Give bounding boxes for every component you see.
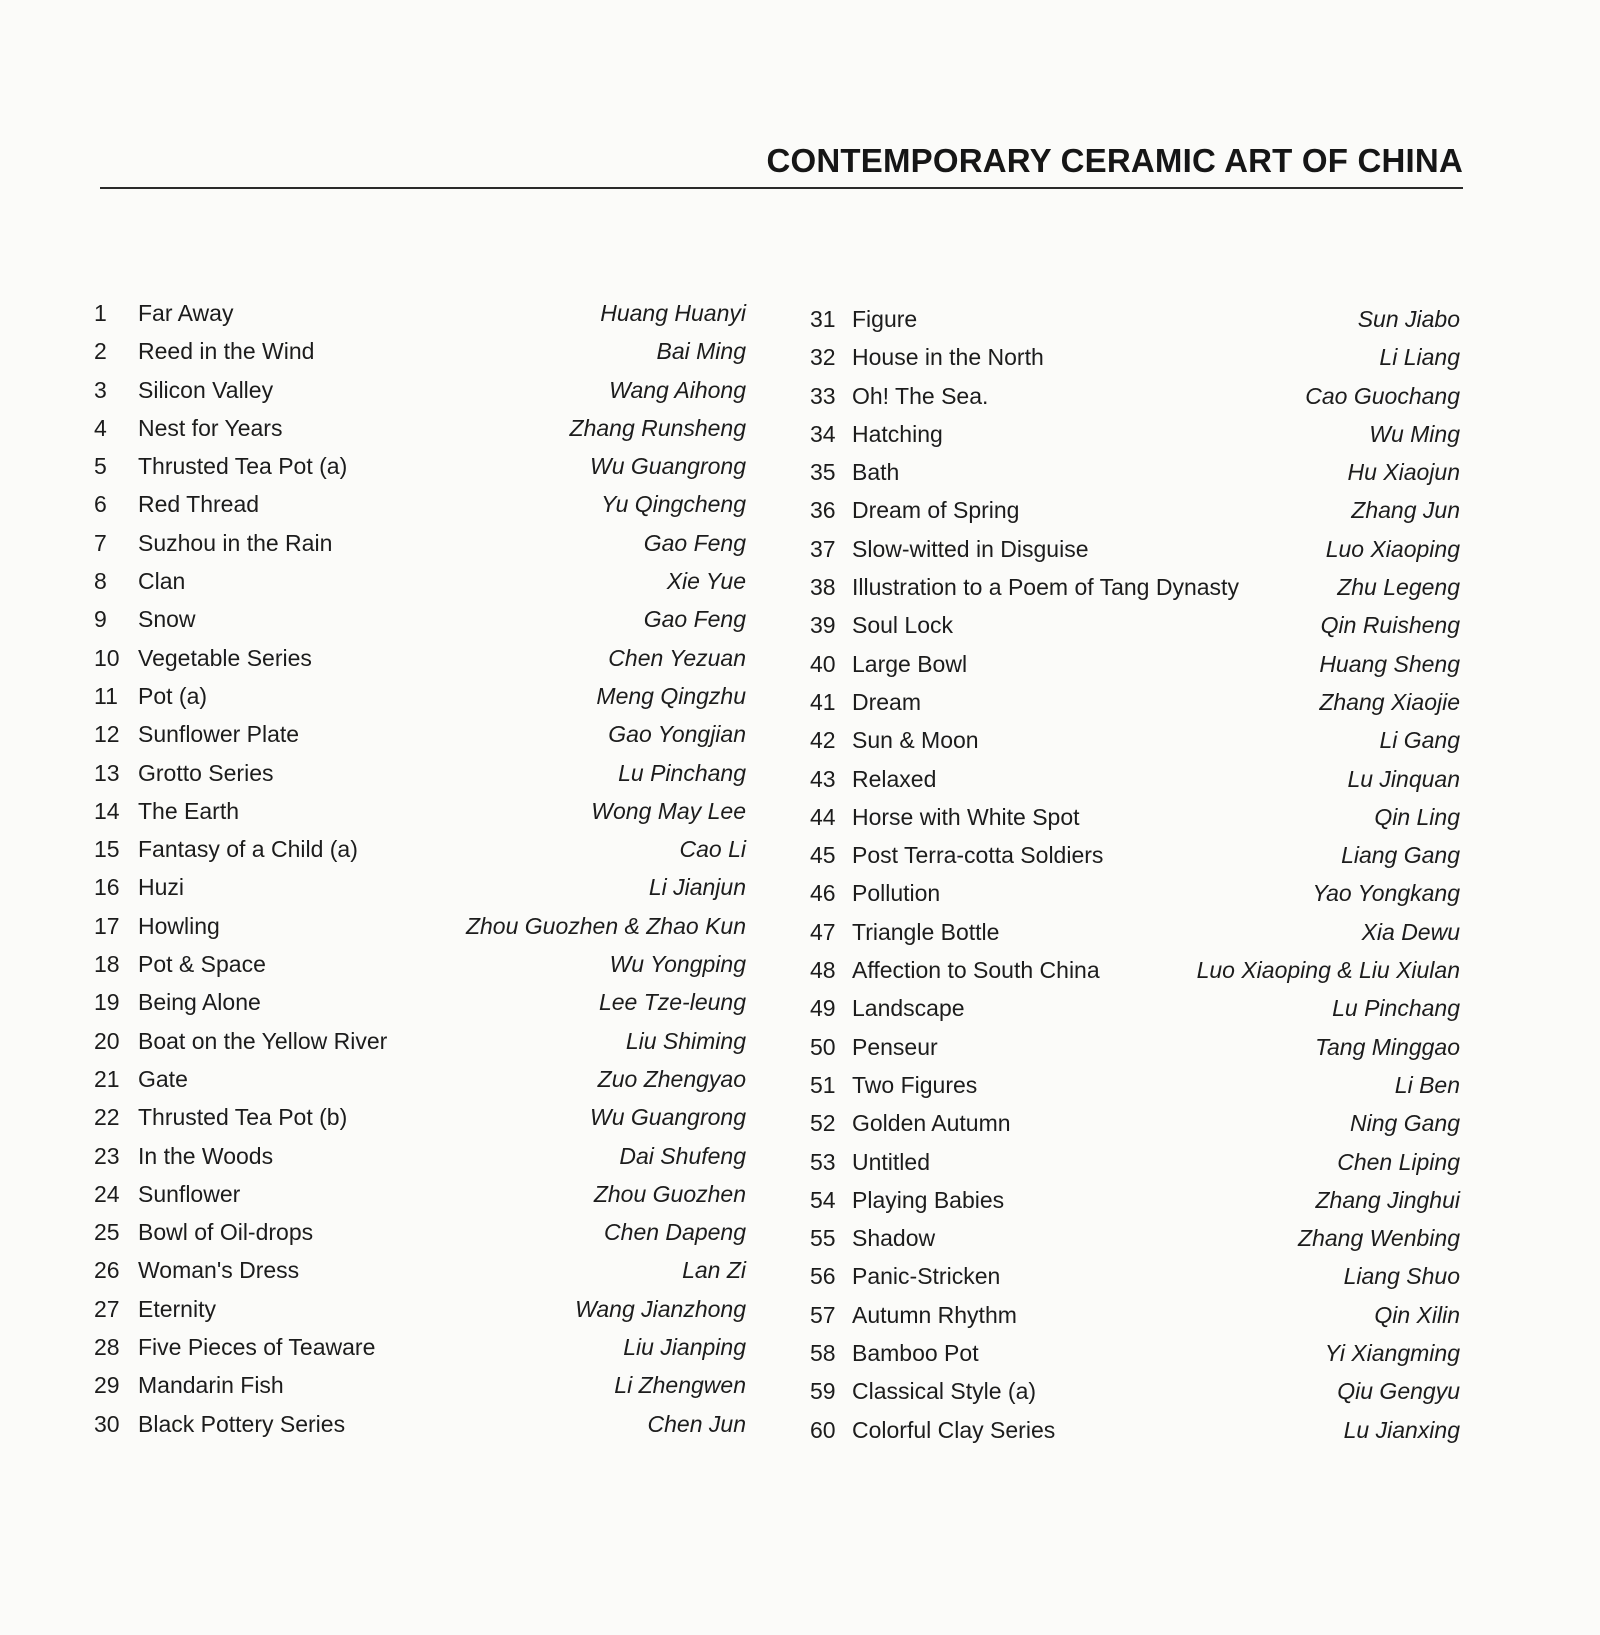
entry-artist: Dai Shufeng [619, 1142, 746, 1169]
list-item [94, 983, 746, 1021]
entry-artist: Gao Yongjian [608, 721, 746, 748]
entry-title: Oh! The Sea. [852, 382, 989, 409]
entry-title: Silicon Valley [138, 376, 274, 403]
entry-title: Autumn Rhythm [852, 1301, 1017, 1328]
entry-number: 56 [810, 1263, 836, 1290]
entry-number: 44 [810, 803, 836, 830]
entry-number: 48 [810, 957, 836, 984]
entry-title: Bamboo Pot [852, 1340, 979, 1367]
entry-number: 31 [810, 306, 836, 332]
entry-artist: Wu Guangrong [590, 1104, 746, 1131]
entry-number: 7 [94, 529, 107, 556]
list-item [94, 294, 746, 332]
list-item [94, 524, 746, 562]
entry-artist: Tang Minggao [1315, 1033, 1460, 1060]
entry-number: 27 [94, 1295, 120, 1322]
list-item [94, 485, 746, 523]
list-item [810, 683, 1460, 721]
entry-title: Reed in the Wind [138, 338, 315, 365]
entry-title: Dream of Spring [852, 497, 1020, 524]
entry-title: Shadow [852, 1225, 936, 1252]
entry-title: Mandarin Fish [138, 1372, 284, 1399]
list-item [94, 1060, 746, 1098]
list-item [94, 945, 746, 983]
list-item [94, 1366, 746, 1404]
entry-artist: Huang Huanyi [600, 300, 746, 326]
title-rule [100, 187, 1463, 189]
entry-number: 26 [94, 1257, 120, 1284]
entry-number: 55 [810, 1225, 836, 1252]
entry-title: Triangle Bottle [852, 918, 1000, 945]
entry-number: 51 [810, 1071, 836, 1098]
list-item [810, 377, 1460, 415]
entry-number: 35 [810, 459, 836, 486]
list-item [810, 721, 1460, 759]
entry-title: Bowl of Oil-drops [138, 1219, 314, 1246]
list-item [810, 645, 1460, 683]
list-item [94, 677, 746, 715]
entry-number: 45 [810, 842, 836, 869]
list-item [94, 1290, 746, 1328]
entry-number: 29 [94, 1372, 120, 1399]
entry-artist: Cao Li [679, 836, 746, 863]
entry-title: Howling [138, 912, 220, 939]
entry-number: 2 [94, 338, 107, 365]
entry-number: 41 [810, 688, 836, 715]
list-item [810, 760, 1460, 798]
entry-artist: Li Jianjun [648, 874, 746, 901]
contents-column-left [94, 294, 746, 1443]
entry-number: 53 [810, 1148, 836, 1175]
list-item [810, 989, 1460, 1027]
entry-title: Horse with White Spot [852, 803, 1080, 830]
list-item [94, 1175, 746, 1213]
entry-number: 14 [94, 797, 120, 824]
entry-number: 10 [94, 644, 120, 671]
entry-number: 54 [810, 1186, 836, 1213]
entry-artist: Zhang Jinghui [1315, 1186, 1460, 1213]
entry-title: In the Woods [138, 1142, 274, 1169]
entry-title: Far Away [138, 300, 234, 326]
list-item [94, 1405, 746, 1443]
list-item [94, 1137, 746, 1175]
entry-number: 6 [94, 491, 107, 518]
entry-number: 50 [810, 1033, 836, 1060]
entry-title: Five Pieces of Teaware [138, 1334, 376, 1361]
entry-artist: Qin Ling [1374, 803, 1460, 830]
entry-artist: Luo Xiaoping & Liu Xiulan [1196, 957, 1460, 984]
entry-number: 37 [810, 535, 836, 562]
entry-title: Penseur [852, 1033, 938, 1060]
entry-number: 21 [94, 1065, 120, 1092]
list-item [810, 836, 1460, 874]
entry-artist: Qiu Gengyu [1337, 1378, 1460, 1405]
entry-number: 43 [810, 765, 836, 792]
entry-artist: Bai Ming [656, 338, 746, 365]
list-item [810, 530, 1460, 568]
entry-title: Red Thread [138, 491, 260, 518]
entry-title: Soul Lock [852, 612, 954, 639]
list-item [94, 639, 746, 677]
entry-artist: Cao Guochang [1305, 382, 1460, 409]
entry-artist: Sun Jiabo [1357, 306, 1460, 332]
entry-number: 34 [810, 420, 836, 447]
list-item [94, 600, 746, 638]
entry-artist: Zhang Xiaojie [1319, 688, 1460, 715]
list-item [810, 568, 1460, 606]
entry-title: Golden Autumn [852, 1110, 1011, 1137]
entry-title: Large Bowl [852, 650, 968, 677]
entry-artist: Chen Jun [647, 1410, 746, 1437]
list-item [810, 1257, 1460, 1295]
entry-artist: Zhou Guozhen [593, 1180, 746, 1207]
entry-artist: Qin Ruisheng [1320, 612, 1460, 639]
entry-artist: Wu Yongping [609, 951, 746, 978]
entry-artist: Wu Ming [1369, 420, 1460, 447]
entry-artist: Lee Tze-leung [598, 989, 746, 1016]
entry-number: 40 [810, 650, 836, 677]
list-item [810, 1066, 1460, 1104]
list-item [810, 453, 1460, 491]
list-item [810, 491, 1460, 529]
entry-title: Classical Style (a) [852, 1378, 1037, 1405]
entry-title: Thrusted Tea Pot (a) [138, 453, 348, 480]
list-item [94, 792, 746, 830]
list-item [94, 562, 746, 600]
list-item [810, 606, 1460, 644]
entry-number: 3 [94, 376, 107, 403]
entry-title: Pot & Space [138, 951, 266, 978]
entry-artist: Lan Zi [682, 1257, 746, 1284]
entry-artist: Yi Xiangming [1324, 1340, 1460, 1367]
entry-number: 30 [94, 1410, 120, 1437]
entry-title: Bath [852, 459, 900, 486]
list-item [810, 300, 1460, 338]
entry-artist: Chen Dapeng [604, 1219, 746, 1246]
entry-artist: Lu Pinchang [618, 759, 746, 786]
list-item [94, 1022, 746, 1060]
list-item [94, 1213, 746, 1251]
list-item [810, 415, 1460, 453]
entry-number: 58 [810, 1340, 836, 1367]
entry-title: Sunflower Plate [138, 721, 300, 748]
entry-title: Figure [852, 306, 918, 332]
list-item [94, 332, 746, 370]
entry-artist: Xia Dewu [1361, 918, 1460, 945]
list-item [94, 1251, 746, 1289]
entry-title: Two Figures [852, 1071, 978, 1098]
entry-title: Dream [852, 688, 922, 715]
list-item [810, 1296, 1460, 1334]
list-item [810, 1028, 1460, 1066]
entry-number: 5 [94, 453, 107, 480]
entry-artist: Zhang Jun [1351, 497, 1460, 524]
list-item [94, 1098, 746, 1136]
list-item [810, 1181, 1460, 1219]
entry-title: Hatching [852, 420, 943, 447]
entry-title: Being Alone [138, 989, 261, 1016]
entry-title: Colorful Clay Series [852, 1416, 1056, 1443]
entry-artist: Liu Jianping [623, 1334, 746, 1361]
list-item [94, 907, 746, 945]
list-item [810, 1143, 1460, 1181]
entry-number: 19 [94, 989, 120, 1016]
entry-number: 32 [810, 344, 836, 371]
entry-number: 38 [810, 574, 836, 601]
entry-artist: Lu Jianxing [1343, 1416, 1460, 1443]
entry-title: Huzi [138, 874, 185, 901]
entry-artist: Liu Shiming [625, 1027, 746, 1054]
entry-number: 36 [810, 497, 836, 524]
entry-number: 20 [94, 1027, 120, 1054]
entry-artist: Huang Sheng [1319, 650, 1460, 677]
entry-number: 9 [94, 606, 107, 633]
list-item [94, 868, 746, 906]
list-item [810, 1411, 1460, 1449]
entry-artist: Yu Qingcheng [601, 491, 746, 518]
list-item [810, 913, 1460, 951]
list-item [810, 1219, 1460, 1257]
entry-number: 18 [94, 951, 120, 978]
entry-title: Clan [138, 568, 186, 595]
entry-number: 39 [810, 612, 836, 639]
entry-title: Illustration to a Poem of Tang Dynasty [852, 574, 1239, 601]
entry-title: Vegetable Series [138, 644, 312, 671]
entry-title: Pollution [852, 880, 941, 907]
entry-number: 16 [94, 874, 120, 901]
entry-artist: Li Gang [1379, 727, 1460, 754]
entry-number: 12 [94, 721, 120, 748]
entry-artist: Li Ben [1394, 1071, 1460, 1098]
entry-number: 4 [94, 414, 107, 441]
entry-title: Fantasy of a Child (a) [138, 836, 358, 863]
entry-title: Post Terra-cotta Soldiers [852, 842, 1104, 869]
entry-title: Gate [138, 1065, 188, 1092]
entry-artist: Lu Jinquan [1347, 765, 1460, 792]
entry-artist: Wu Guangrong [590, 453, 746, 480]
list-item [810, 874, 1460, 912]
entry-title: Slow-witted in Disguise [852, 535, 1089, 562]
entry-artist: Liang Shuo [1343, 1263, 1460, 1290]
contents-column-right [810, 300, 1460, 1449]
entry-number: 13 [94, 759, 120, 786]
entry-title: Boat on the Yellow River [138, 1027, 388, 1054]
entry-artist: Gao Feng [643, 606, 746, 633]
entry-title: Snow [138, 606, 196, 633]
entry-artist: Zhang Wenbing [1298, 1225, 1460, 1252]
entry-artist: Zhou Guozhen & Zhao Kun [465, 912, 746, 939]
entry-title: Black Pottery Series [138, 1410, 346, 1437]
list-item [94, 715, 746, 753]
entry-artist: Qin Xilin [1374, 1301, 1460, 1328]
entry-title: Playing Babies [852, 1186, 1005, 1213]
entry-title: Thrusted Tea Pot (b) [138, 1104, 348, 1131]
entry-number: 17 [94, 912, 120, 939]
list-item [810, 1334, 1460, 1372]
entry-artist: Xie Yue [666, 568, 746, 595]
entry-title: Untitled [852, 1148, 930, 1175]
entry-artist: Lu Pinchang [1332, 995, 1460, 1022]
list-item [94, 409, 746, 447]
entry-artist: Chen Liping [1337, 1148, 1460, 1175]
entry-number: 8 [94, 568, 107, 595]
entry-number: 46 [810, 880, 836, 907]
entry-artist: Zhang Runsheng [569, 414, 746, 441]
entry-number: 33 [810, 382, 836, 409]
entry-number: 22 [94, 1104, 120, 1131]
page-title: CONTEMPORARY CERAMIC ART OF CHINA [766, 142, 1463, 179]
entry-title: Eternity [138, 1295, 216, 1322]
entry-number: 25 [94, 1219, 120, 1246]
list-item [810, 1372, 1460, 1410]
list-item [810, 798, 1460, 836]
entry-title: Affection to South China [852, 957, 1100, 984]
list-item [94, 754, 746, 792]
entry-artist: Gao Feng [643, 529, 746, 556]
list-item [94, 1328, 746, 1366]
entry-artist: Chen Yezuan [608, 644, 746, 671]
entry-number: 24 [94, 1180, 120, 1207]
entry-title: House in the North [852, 344, 1044, 371]
entry-artist: Li Zhengwen [614, 1372, 746, 1399]
entry-number: 23 [94, 1142, 120, 1169]
entry-title: Suzhou in the Rain [138, 529, 333, 556]
entry-artist: Yao Yongkang [1312, 880, 1460, 907]
entry-artist: Luo Xiaoping [1325, 535, 1460, 562]
entry-title: Landscape [852, 995, 965, 1022]
entry-number: 57 [810, 1301, 836, 1328]
entry-title: The Earth [138, 797, 239, 824]
entry-artist: Wong May Lee [591, 797, 746, 824]
entry-title: Sun & Moon [852, 727, 979, 754]
entry-title: Grotto Series [138, 759, 274, 786]
entry-title: Panic-Stricken [852, 1263, 1001, 1290]
entry-artist: Meng Qingzhu [596, 682, 746, 709]
list-item [810, 1104, 1460, 1142]
list-item [94, 371, 746, 409]
list-item [94, 447, 746, 485]
entry-number: 49 [810, 995, 836, 1022]
entry-title: Woman's Dress [138, 1257, 300, 1284]
entry-artist: Hu Xiaojun [1347, 459, 1460, 486]
list-item [94, 830, 746, 868]
entry-artist: Wang Aihong [609, 376, 746, 403]
entry-artist: Zhu Legeng [1337, 574, 1460, 601]
entry-title: Nest for Years [138, 414, 283, 441]
entry-artist: Liang Gang [1341, 842, 1460, 869]
entry-artist: Zuo Zhengyao [597, 1065, 746, 1092]
entry-number: 11 [94, 682, 118, 709]
entry-artist: Wang Jianzhong [575, 1295, 746, 1322]
list-item [810, 951, 1460, 989]
entry-number: 59 [810, 1378, 836, 1405]
entry-number: 52 [810, 1110, 836, 1137]
entry-number: 15 [94, 836, 120, 863]
entry-number: 1 [94, 300, 107, 326]
entry-title: Pot (a) [138, 682, 208, 709]
entry-title: Sunflower [138, 1180, 241, 1207]
list-item [810, 338, 1460, 376]
entry-artist: Li Liang [1379, 344, 1460, 371]
entry-title: Relaxed [852, 765, 937, 792]
entry-artist: Ning Gang [1350, 1110, 1460, 1137]
entry-number: 42 [810, 727, 836, 754]
entry-number: 60 [810, 1416, 836, 1443]
entry-number: 47 [810, 918, 836, 945]
entry-number: 28 [94, 1334, 120, 1361]
